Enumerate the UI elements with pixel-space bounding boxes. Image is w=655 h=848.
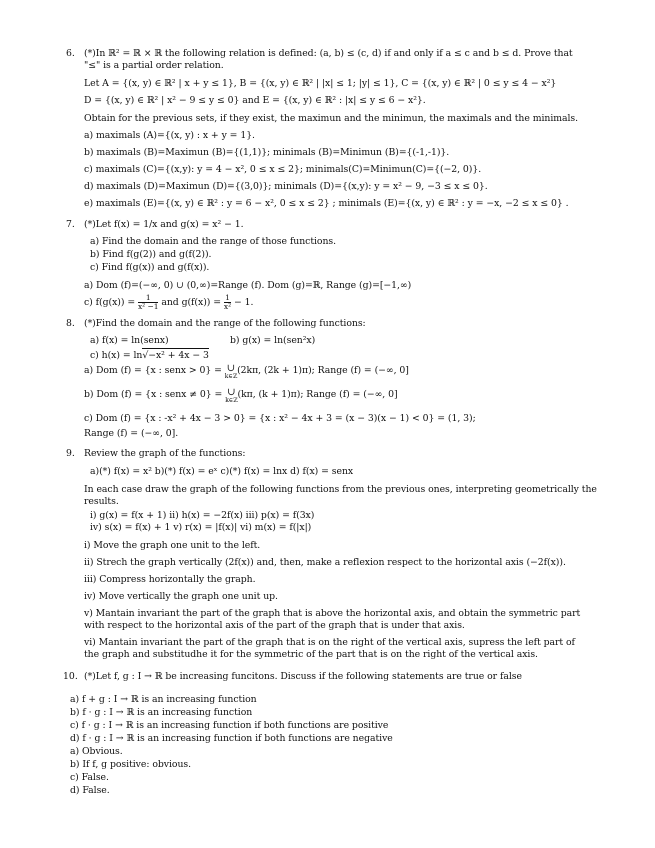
fraction-1-denominator: x² −1 [137, 302, 159, 311]
union-symbol: ∪ [226, 363, 236, 374]
problem-9-instructions: In each case draw the graph of the following functions from the previous ones, interpreting geometrically the [84, 484, 597, 495]
problem-7-answer-c [84, 294, 253, 311]
answer-c-middle: and g(f(x)) = [158, 297, 224, 308]
union-index: k∈ℤ [225, 397, 238, 404]
problem-10-answer-d: d) False. [70, 785, 110, 796]
problem-10-statement-c: c) f · g : I → ℝ is an increasing function if both functions are positive [70, 720, 389, 731]
answer-a-domain: a) Dom (f) = {x : senx > 0} = [84, 365, 225, 376]
answer-b-domain: b) Dom (f) = {x : senx ≠ 0} = [84, 389, 226, 400]
problem-9-number: 9. [66, 448, 75, 459]
problem-10-statement-a: a) f + g : I → ℝ is an increasing function [70, 694, 257, 705]
problem-9-answer-i: i) Move the graph one unit to the left. [84, 540, 261, 551]
problem-9-transforms-1: i) g(x) = f(x + 1) ii) h(x) = −2f(x) iii) p(x) = f(3x) [90, 510, 315, 521]
problem-9-answer-iv: iv) Move vertically the graph one unit up. [84, 591, 278, 602]
fraction-2 [224, 294, 231, 311]
problem-10-number: 10. [63, 671, 78, 682]
problem-7-part-c: c) Find f(g(x)) and g(f(x)). [90, 262, 210, 273]
function-c-label: c) h(x) = ln [90, 350, 143, 361]
problem-6-sets-abc: Let A = {(x, y) ∈ ℝ² | x + y ≤ 1}, B = {(x, y) ∈ ℝ² | |x| ≤ 1; |y| ≤ 1}, C = {(x, y) ∈ ℝ² | 0 ≤ y ≤ 4 − x²} [84, 78, 557, 89]
problem-9-statement: Review the graph of the functions: [84, 448, 246, 459]
sqrt-symbol: √ [142, 350, 149, 361]
problem-9-answer-ii: ii) Strech the graph vertically (2f(x)) and, then, make a reflexion respect to the horizontal axis (−2f(x)). [84, 557, 566, 568]
problem-6-answer-a: a) maximals (A)={(x, y) : x + y = 1}. [84, 130, 255, 141]
problem-6-number: 6. [66, 48, 75, 59]
fraction-2-numerator: 1 [225, 293, 230, 302]
fraction-1 [138, 294, 158, 311]
answer-c-suffix: − 1. [231, 297, 254, 308]
problem-8-function-c [90, 348, 209, 362]
problem-10-answer-b: b) If f, g positive: obvious. [70, 759, 192, 770]
problem-6-answer-b: b) maximals (B)=Maximun (B)={(1,1)}; minimals (B)=Minimun (B)={(-1,-1)}. [84, 147, 450, 158]
problem-6-answer-c: c) maximals (C)={(x,y): y = 4 − x², 0 ≤ x ≤ 2}; minimals(C)=Minimun(C)={(−2, 0)}. [84, 164, 482, 175]
problem-10-statement-d: d) f · g : I → ℝ is an increasing function if both functions are negative [70, 733, 393, 744]
fraction-2-denominator: x² [223, 302, 232, 311]
problem-8-answer-c-range: Range (f) = (−∞, 0]. [84, 428, 179, 439]
answer-b-range: (kπ, (k + 1)π); Range (f) = (−∞, 0] [237, 389, 398, 400]
problem-9-transforms-2: iv) s(x) = f(x) + 1 v) r(x) = |f(x)| vi) m(x) = f(|x|) [90, 522, 312, 533]
union-symbol: ∪ [227, 387, 236, 398]
problem-8-answer-c: c) Dom (f) = {x : -x² + 4x − 3 > 0} = {x : x² − 4x + 3 = (x − 3)(x − 1) < 0} = (1, 3); [84, 413, 476, 424]
problem-7-part-b: b) Find f(g(2)) and g(f(2)). [90, 249, 212, 260]
problem-9-answer-vi-cont: the graph and substitudhe it for the symmetric of the part that is on the right of the vertical axis. [84, 649, 538, 660]
problem-7-answer-a: a) Dom (f)=(−∞, 0) ∪ (0,∞)=Range (f). Dom (g)=ℝ, Range (g)=[−1,∞) [84, 280, 412, 291]
problem-8-number: 8. [66, 318, 75, 329]
problem-8-answer-a [84, 365, 409, 381]
union-operator [225, 389, 237, 405]
problem-7-number: 7. [66, 219, 75, 230]
union-operator [225, 365, 237, 381]
problem-8-function-a: a) f(x) = ln(senx) [90, 335, 169, 346]
sqrt-radicand [142, 348, 209, 362]
answer-c-prefix: c) f(g(x)) = [84, 297, 138, 308]
problem-9-instructions-cont: results. [84, 496, 119, 507]
problem-6-task: Obtain for the previous sets, if they exist, the maximun and the minimun, the maximals and the minimals. [84, 113, 579, 124]
problem-10-answer-c: c) False. [70, 772, 109, 783]
problem-6-answer-e: e) maximals (E)={(x, y) ∈ ℝ² : y = 6 − x², 0 ≤ x ≤ 2} ; minimals (E)={(x, y) ∈ ℝ² : y = −x, −2 ≤ x ≤ 0} . [84, 198, 569, 209]
problem-9-answer-iii: iii) Compress horizontally the graph. [84, 574, 256, 585]
radicand: −x² + 4x − 3 [148, 350, 209, 361]
problem-10-statement-b: b) f · g : I → ℝ is an increasing function [70, 707, 253, 718]
answer-a-range: (2kπ, (2k + 1)π); Range (f) = (−∞, 0] [237, 365, 409, 376]
problem-6-statement: (*)In ℝ² = ℝ × ℝ the following relation is defined: (a, b) ≤ (c, d) if and only if a ≤ c and b ≤ d. Prove that [84, 48, 573, 59]
problem-7-statement: (*)Let f(x) = 1/x and g(x) = x² − 1. [84, 219, 244, 230]
problem-6-statement-cont: "≤" is a partial order relation. [84, 60, 224, 71]
problem-8-answer-b [84, 389, 398, 405]
problem-6-sets-de: D = {(x, y) ∈ ℝ² | x² − 9 ≤ y ≤ 0} and E = {(x, y) ∈ ℝ² : |x| ≤ y ≤ 6 − x²}. [84, 95, 426, 106]
problem-10-answer-a: a) Obvious. [70, 746, 123, 757]
problem-9-answer-vi: vi) Mantain invariant the part of the graph that is on the right of the vertical axis, supress the left part of [84, 637, 575, 648]
problem-8-function-b: b) g(x) = ln(sen²x) [230, 335, 316, 346]
problem-8-statement: (*)Find the domain and the range of the following functions: [84, 318, 366, 329]
problem-7-part-a: a) Find the domain and the range of those functions. [90, 236, 337, 247]
problem-10-statement: (*)Let f, g : I → ℝ be increasing funcitons. Discuss if the following statements are true or false [84, 671, 522, 682]
problem-9-base-functions: a)(*) f(x) = x² b)(*) f(x) = eˣ c)(*) f(x) = lnx d) f(x) = senx [90, 466, 354, 477]
union-index: k∈ℤ [224, 373, 238, 380]
problem-6-answer-d: d) maximals (D)=Maximun (D)={(3,0)}; minimals (D)={(x,y): y = x² − 9, −3 ≤ x ≤ 0}. [84, 181, 488, 192]
problem-9-answer-v-cont: with respect to the horizontal axis of the part of the graph that is under that axis. [84, 620, 465, 631]
fraction-1-numerator: 1 [138, 294, 158, 303]
problem-9-answer-v: v) Mantain invariant the part of the graph that is above the horizontal axis, and obtain the symmetric part [84, 608, 581, 619]
